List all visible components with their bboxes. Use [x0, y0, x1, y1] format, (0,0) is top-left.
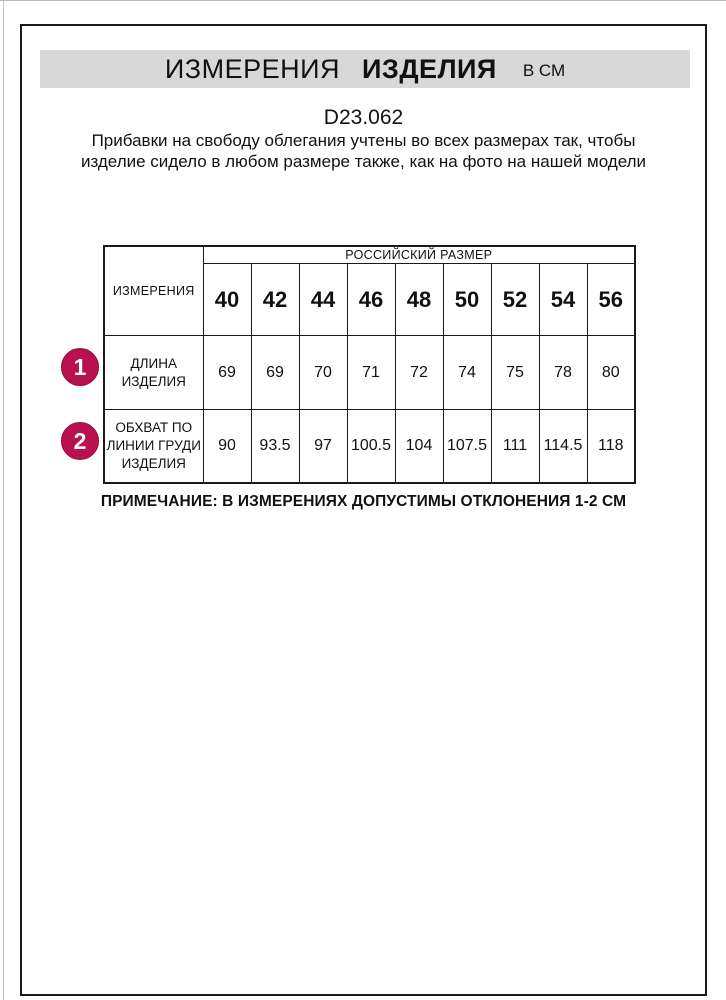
table-row-length — [104, 336, 635, 410]
value-cell: 118 — [587, 410, 635, 483]
size-group-header: РОССИЙСКИЙ РАЗМЕР — [203, 246, 635, 264]
row-label-length: ДЛИНА ИЗДЕЛИЯ — [104, 336, 203, 410]
value-cell: 111 — [491, 410, 539, 483]
value-cell: 107.5 — [443, 410, 491, 483]
tolerance-note: ПРИМЕЧАНИЕ: В ИЗМЕРЕНИЯХ ДОПУСТИМЫ ОТКЛОНЕНИЯ 1-2 СМ — [100, 493, 627, 510]
value-cell: 69 — [203, 336, 251, 410]
value-cell: 100.5 — [347, 410, 395, 483]
header-unit-label: В СМ — [522, 61, 566, 80]
value-cell: 69 — [251, 336, 299, 410]
value-cell: 97 — [299, 410, 347, 483]
row-marker-2: 2 — [61, 422, 99, 460]
value-cell: 114.5 — [539, 410, 587, 483]
value-cell: 104 — [395, 410, 443, 483]
size-header-cell: 40 — [203, 264, 251, 336]
size-header-cell: 42 — [251, 264, 299, 336]
header-title-regular: ИЗМЕРЕНИЯ — [164, 53, 340, 84]
size-header-cell: 50 — [443, 264, 491, 336]
size-header-cell: 56 — [587, 264, 635, 336]
row-label-chest: ОБХВАТ ПО ЛИНИИ ГРУДИ ИЗДЕЛИЯ — [104, 410, 203, 483]
size-header-cell: 54 — [539, 264, 587, 336]
value-cell: 90 — [203, 410, 251, 483]
value-cell: 74 — [443, 336, 491, 410]
fit-description: Прибавки на свободу облегания учтены во всех размерах так, чтобы изделие сидело в любом размере также, как на фото на нашей модели — [80, 131, 647, 171]
size-header-cell: 44 — [299, 264, 347, 336]
product-code: D23.062 — [323, 106, 404, 129]
value-cell: 71 — [347, 336, 395, 410]
value-cell: 78 — [539, 336, 587, 410]
value-cell: 75 — [491, 336, 539, 410]
table-corner-label: ИЗМЕРЕНИЯ — [104, 246, 203, 336]
size-header-cell: 48 — [395, 264, 443, 336]
value-cell: 93.5 — [251, 410, 299, 483]
row-marker-1: 1 — [61, 348, 99, 386]
page-border-frame — [20, 24, 707, 996]
measurements-table — [103, 245, 636, 484]
value-cell: 70 — [299, 336, 347, 410]
size-header-cell: 46 — [347, 264, 395, 336]
value-cell: 72 — [395, 336, 443, 410]
header-bar — [40, 50, 690, 88]
table-row-chest — [104, 410, 635, 483]
page-edge-line-top — [0, 0, 726, 1]
page-edge-line-left — [3, 0, 4, 1000]
header-title-bold: ИЗДЕЛИЯ — [362, 53, 497, 84]
value-cell: 80 — [587, 336, 635, 410]
size-header-cell: 52 — [491, 264, 539, 336]
